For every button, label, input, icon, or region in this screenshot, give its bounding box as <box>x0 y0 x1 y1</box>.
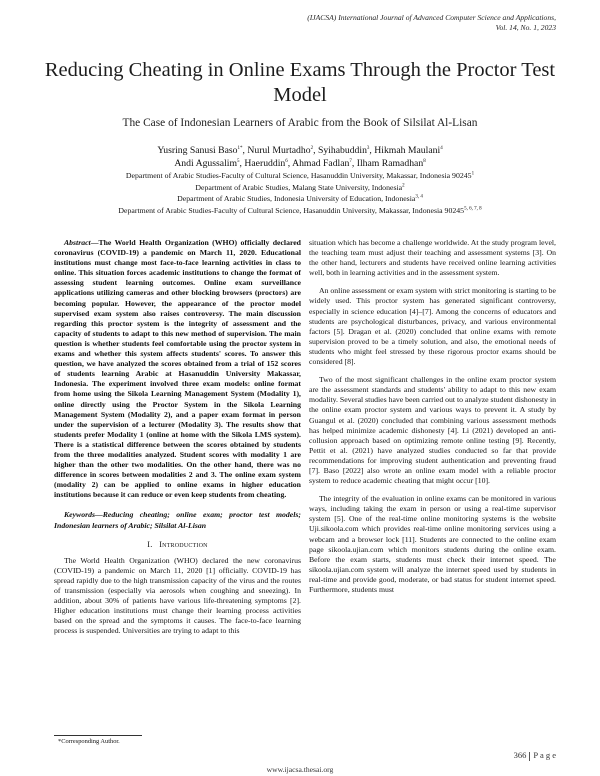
section-heading <box>54 540 301 550</box>
author-sup: 8 <box>423 158 426 164</box>
author: Yusring Sanusi Baso <box>157 145 238 156</box>
author-list <box>40 145 560 170</box>
author-sup: 5 <box>237 158 240 164</box>
body-paragraph: situation which has become a challenge worldwide. At the study program level, the teaching team must adjust their teaching and assessment systems [3]. On the other hand, lecturers and students have received online learning activities well, both in learning activities and in the assessment system. <box>309 238 556 278</box>
author: Ilham Ramadhan <box>356 157 424 169</box>
page-label: P a g e <box>533 750 556 760</box>
page-divider <box>529 752 530 761</box>
left-column <box>54 238 301 636</box>
journal-volume: Vol. 14, No. 1, 2023 <box>495 22 556 32</box>
section-title: Introduction <box>159 539 208 549</box>
abstract-text: —The World Health Organization (WHO) officially declared coronavirus (COVID-19) a pandemic on March 11, 2020. Educational institutions must change most face-to-face learning activities in class to online. This situation forces academic institutions to change the format of assessing student learning outcomes. Online exam surveillance applications utilizing cameras and other blocking browsers (proctors) are becoming popular. However, the appearance of the proctor model supervised exam system also raises controversy. The main discussion regarding this proctor system is the integrity of assessment and the capacity of students to adapt to this new method of supervision. The main question is whether students feel comfortable using the proctor system in exams and whether this system affects students' scores. To answer this question, we have analyzed the scores obtained from a trial of 152 scores of students learning Arabic at Hasanuddin University Makassar, Indonesia. The experiment involved three exam models: online format from home using the Sikola Learning Management System (Modality 1), online directly using the Proctor System in the Sikola Learning Management System (Modality 2), and a paper exam format in person under the supervision of a lecturer (Modality 3). The results show that students prefer Modality 1 (online at home with the Sikola LMS system). There is a statistical difference between the scores obtained by students from the three modalities analyzed. Student scores with modality 1 are higher than the other two modalities. On the other hand, there was no difference in scores between modalities 2 and 3. The online exam system (modality 2) can be applied to online exams in higher education institutions because it can reduce or even keep students from cheating. <box>54 238 301 500</box>
abstract <box>54 238 301 500</box>
affiliation: Department of Arabic Studies-Faculty of Cultural Science, Hasanuddin University, Makassar, Indonesia 90245$^1$ <box>125 171 475 180</box>
author-sup: 6 <box>285 158 288 164</box>
paper-title: Reducing Cheating in Online Exams Through the Proctor Test Model <box>44 59 556 106</box>
author: Ahmad Fadlan <box>292 157 350 169</box>
right-column <box>309 238 556 595</box>
author: Haeruddin <box>244 157 286 169</box>
footnote-divider <box>54 735 142 736</box>
body-paragraph: The integrity of the evaluation in online exams can be monitored in various ways, including taking the exam in person or using a real-time supervisor system [5]. One of the real-time online monitoring systems is the website Uji.sikoola.com which provides real-time online monitoring services using a webcam and a browser lock [11]. Students are connected to the online exam page sikoola.ujian.com which monitors students during the online exam. Before the exam starts, students must check their internet speed. The sikoola.ujian.com system will analyze the internet speed used by students in real-time and provide good, moderate, or bad status for student internet speed. Furthermore, students must <box>309 494 556 594</box>
body-paragraph: The World Health Organization (WHO) declared the new coronavirus (COVID-19) a pandemic on March 11, 2020 [1] officially. COVID-19 has spread rapidly due to the high transmission capacity of the virus and the routes of transmission (especially via aerosols when coughing and sneezing). In addition, about 30% of patients have various life-threatening symptoms [2]. Higher education institutions must change their learning process activities based on the spread and the symptoms it causes. The face-to-face learning process is suspended. Universities are trying to adapt to this <box>54 555 301 636</box>
author-line-2: Andi Agussalim$^5$, Haeruddin$^6$, Ahmad Fadlan$^7$, Ilham Ramadhan$^8$ <box>174 157 426 169</box>
author-line-1: Yusring Sanusi Baso$^{1*}$, Nurul Murtadho$^2$, Syihabuddin$^3$, Hikmah Maulani$^4$ <box>157 145 443 156</box>
journal-name: (IJACSA) International Journal of Advanced Computer Science and Applications, <box>307 13 556 22</box>
footer-url: www.ijacsa.thesai.org <box>266 765 334 774</box>
body-paragraph: Two of the most significant challenges in the online exam proctor system are the assessment standards and students' ability to adapt to this new exam modality. Several studies have been carried out to analyze student dishonesty in the online exam proctor system and various ways to prevent it. A study by Guangul et al. (2020) concluded that combining various assessment methods has helped minimize academic dishonesty [4]. Li (2021) developed an anti-collusion approach based on optimizing remote online testing [9]. Recently, Pettit et al. (2021) have analyzed studies conducted so far that provide recommendations for improving student authentication and preventing fraud [7]. Baso [2022] also wrote an online exam model with a reliable proctor system to reduce academic cheating that might occur [10]. <box>309 375 556 486</box>
paper-subtitle: The Case of Indonesian Learners of Arabic from the Book of Silsilat Al-Lisan <box>122 117 478 129</box>
page-number-block <box>514 750 556 761</box>
section-number: I. <box>147 539 153 549</box>
author: Hikmah Maulani <box>374 145 441 156</box>
footnote: *Corresponding Author. <box>58 738 120 745</box>
author-sup: 3 <box>366 145 370 151</box>
author: Syihabuddin <box>317 145 367 156</box>
journal-header <box>307 13 556 32</box>
author: Nurul Murtadho <box>247 145 311 156</box>
affiliation-list <box>30 170 570 216</box>
page-number: 366 <box>513 750 527 760</box>
author-sup: 7 <box>349 158 352 164</box>
author: Andi Agussalim <box>174 157 238 169</box>
body-paragraph: An online assessment or exam system with strict monitoring is starting to be widely used. This proctor system has generated significant controversy, especially in science education [4]–[7]. Among the concerns of educators and students are psychological disturbances, privacy, and various environmental factors [5]. Dragan et al. (2020) concluded that online exams with remote supervision proved to be a timely solution, and also, the emotional needs of students who might feel stressed by these rigorous proctor exams should be considered [8]. <box>309 286 556 367</box>
author-sup: 4 <box>440 145 443 151</box>
author-sup: 1* <box>237 145 243 151</box>
keywords: Keywords—Reducing cheating; online exam; proctor test models; Indonesian learners of Arabic; Silsilat Al-Lisan <box>54 510 301 530</box>
affiliation: Department of Arabic Studies, Malang State University, Indonesia$^2$ <box>195 182 405 192</box>
affiliation: Department of Arabic Studies, Indonesia University of Education, Indonesia$^{3, 4}$ <box>177 194 423 203</box>
author-sup: 2 <box>310 145 314 151</box>
affiliation: Department of Arabic Studies-Faculty of Cultural Science, Hasanuddin University, Makassar, Indonesia 90245$^{5, 6, 7, 8}$ <box>118 205 482 215</box>
abstract-lead: Abstract <box>64 238 91 247</box>
